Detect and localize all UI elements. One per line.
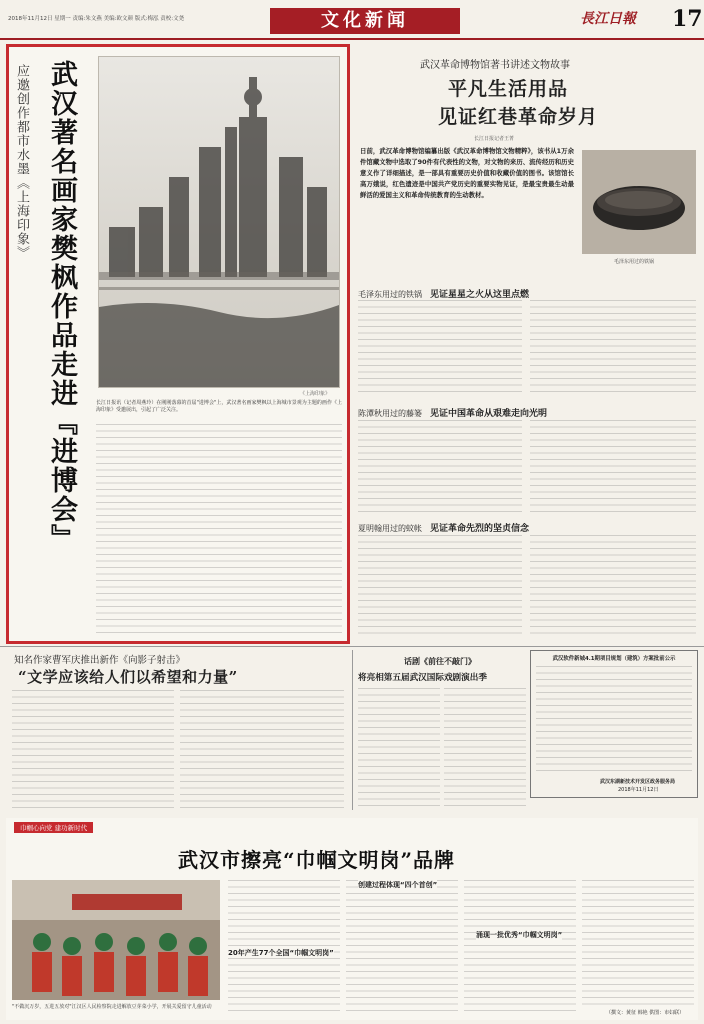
notice-signature-org: 武汉东湖新技术开发区政务服务局 <box>600 779 676 785</box>
museum-body-col-4 <box>530 420 696 514</box>
author-article-kicker: 知名作家曹军庆推出新作《向影子射击》 <box>14 655 186 666</box>
museum-body-col-3 <box>358 420 522 514</box>
section-banner: 文化新闻 <box>270 8 460 34</box>
museum-body-col-2 <box>530 300 696 396</box>
divider-mid <box>0 646 704 647</box>
bottom-body-col-2 <box>346 880 458 1016</box>
museum-body-col-5 <box>358 535 522 635</box>
museum-subhead-2-big: 见证中国革命从艰难走向光明 <box>430 409 548 419</box>
museum-article-title-2: 见证红巷革命岁月 <box>438 106 599 128</box>
iron-pot-photo <box>582 150 696 254</box>
museum-article-lead: 日前，武汉革命博物馆编纂出版《武汉革命博物馆文物精粹》，该书从1万余件馆藏文物中选取了90件有代表性的文物，对文物的来历、流传经历和历史意义作了详细描述，是一部具有重要历史价值和收藏价值的图书。该馆馆长高万娥说，红色遗迹是中国共产党历史的重要实物见证，是最宝贵最生动最鲜活的爱国主义和革命传统教育的生动教材。 <box>360 147 574 199</box>
museum-article-title-1: 平凡生活用品 <box>448 78 569 100</box>
author-body-col-2 <box>180 690 344 808</box>
iron-pot-caption: 毛泽东用过的铁锅 <box>614 259 655 265</box>
museum-subhead-3 <box>358 521 529 534</box>
edition-meta: 2018年11月12日 星期一 责编:朱文燕 美编:欧文颜 版式:梅泓 责校:文尧 <box>8 16 185 22</box>
painting-image <box>98 56 340 388</box>
feature-subtitle: 应邀创作都市水墨《上海印象》 <box>14 64 29 260</box>
museum-body-col-1 <box>358 300 522 396</box>
bottom-credit: （撰文：黄征 韩艳 供图：市妇联） <box>606 1010 685 1016</box>
column-tag: 巾帼心向党 建功新时代 <box>14 822 93 833</box>
drama-article-kicker: 话剧《前往不敲门》 <box>404 657 476 666</box>
museum-article-kicker: 武汉革命博物馆著书讲述文物故事 <box>420 60 570 71</box>
bottom-subhead-1: 20年产生77个全国“巾帼文明岗” <box>228 949 334 957</box>
museum-subhead-1-small: 毛泽东用过的铁锅 <box>358 290 422 299</box>
bottom-subhead-3: 涌现一批优秀“巾帼文明岗” <box>476 931 563 939</box>
author-body-col-1 <box>12 690 174 808</box>
museum-subhead-2 <box>358 406 547 419</box>
bottom-subhead-2: 创建过程体现“四个首创” <box>358 881 438 889</box>
painting-caption: 《上海印象》 <box>300 391 331 397</box>
drama-body-col-1 <box>358 688 440 808</box>
children-photo-caption: "不做沉万岁，五进五放对"江汉区人民检察院走进解放豆芽菜小学，开展关爱留守儿童活动 <box>12 1004 212 1010</box>
drama-article-title: 将亮相第五届武汉国际戏剧演出季 <box>358 673 487 683</box>
feature-title: 武汉著名画家樊枫作品走进『进博会』 <box>46 60 77 553</box>
newspaper-logo: 長江日報 <box>580 11 636 27</box>
museum-subhead-3-small: 夏明翰用过的蚊帐 <box>358 524 422 533</box>
museum-subhead-2-small: 陈潭秋用过的藤篓 <box>358 409 422 418</box>
feature-lead: 长江日报讯（记者周燕玲）在刚刚落幕的首届"进博会"上，武汉著名画家樊枫以上海城市景观为主题的画作《上海印象》受邀展出，引起了广泛关注。 <box>96 400 342 414</box>
museum-article-byline: 长江日报记者王菁 <box>474 136 515 142</box>
author-article-title: “文学应该给人们以希望和力量” <box>18 668 238 686</box>
feature-body-text <box>96 424 342 638</box>
notice-signature-date: 2018年11月12日 <box>618 787 659 793</box>
iron-pot-graphic <box>582 150 696 254</box>
ink-cityscape-graphic <box>99 57 339 387</box>
notice-body <box>536 666 692 772</box>
page-number: 17 <box>672 6 703 32</box>
notice-title: 武汉软件新城4.1期项目规划（建筑）方案批前公示 <box>552 656 676 662</box>
bottom-article-title: 武汉市擦亮“巾帼文明岗”品牌 <box>178 848 456 872</box>
bottom-body-col-4 <box>582 880 694 1006</box>
drama-body-col-2 <box>444 688 526 808</box>
museum-subhead-1 <box>358 287 529 300</box>
children-activity-photo <box>12 880 220 1000</box>
museum-subhead-3-big: 见证革命先烈的坚贞信念 <box>430 524 530 534</box>
museum-subhead-1-big: 见证星星之火从这里点燃 <box>430 290 530 300</box>
divider-vertical <box>352 650 353 810</box>
children-photo-graphic <box>12 880 220 1000</box>
museum-body-col-6 <box>530 535 696 635</box>
bottom-body-col-3 <box>464 880 576 1016</box>
